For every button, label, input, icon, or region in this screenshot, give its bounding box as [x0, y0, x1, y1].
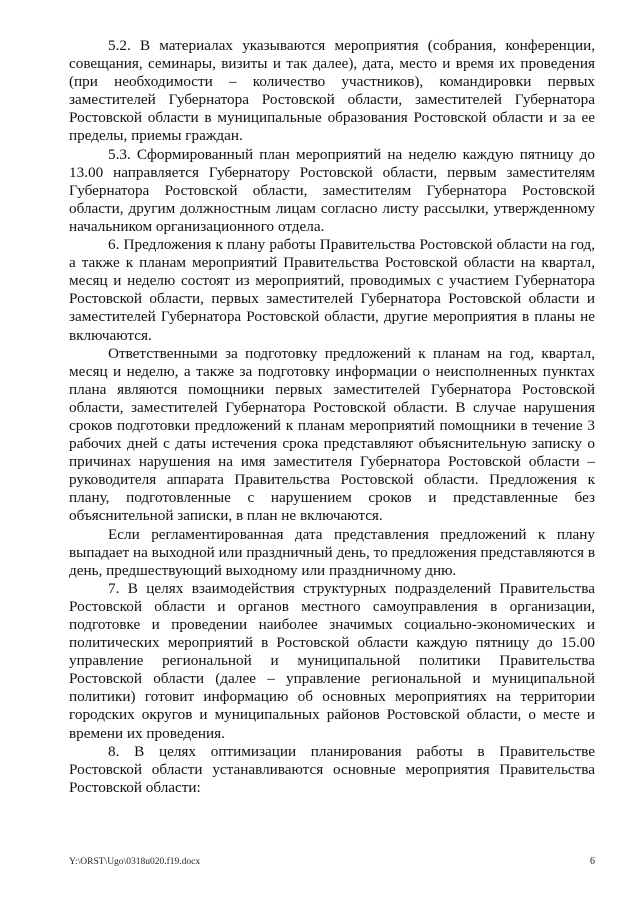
- paragraph-5-2: 5.2. В материалах указываются мероприятия (собрания, конференции, совещания, семинары, визиты и так далее), дата, место и время их проведения (при необходимости – количество участников), командировки первых заместителей Губернатора Ростовской области, заместителей Губернатора Ростовской области в муниципальные образования Ростовской области и за ее пределы, приемы граждан.: [69, 37, 595, 145]
- footer-file-path: Y:\ORST\Ugo\0318u020.f19.docx: [69, 857, 201, 867]
- footer-page-number: 6: [590, 856, 595, 867]
- paragraph-responsibility: Ответственными за подготовку предложений к планам на год, квартал, месяц и неделю, а также за подготовку информации о неисполненных пунктах плана являются помощники первых заместителей Губернатора Ростовской области, заместителей Губернатора Ростовской области. В случае нарушения сроков подготовки предложений к планам мероприятий помощники в течение 3 рабочих дней с даты истечения срока представляют объяснительную записку о причинах нарушения на имя заместителя Губернатора Ростовской области – руководителя аппарата Правительства Ростовской области. Предложения к плану, подготовленные с нарушением сроков и представленные без объяснительной записки, в план не включаются.: [69, 344, 595, 525]
- document-body: [69, 37, 595, 797]
- paragraph-holiday-rule: Если регламентированная дата представления предложений к плану выпадает на выходной или праздничный день, то предложения представляются в день, предшествующий выходному или праздничному дню.: [69, 525, 595, 579]
- paragraph-7: 7. В целях взаимодействия структурных подразделений Правительства Ростовской области и органов местного самоуправления в организации, подготовке и проведении наиболее значимых социально-экономических и политических мероприятий в Ростовской области каждую пятницу до 15.00 управление региональной и муниципальной политики Правительства Ростовской области (далее – управление региональной и муниципальной политики) готовит информацию об основных мероприятиях на территории городских округов и муниципальных районов Ростовской области, о месте и времени их проведения.: [69, 579, 595, 742]
- paragraph-5-3: 5.3. Сформированный план мероприятий на неделю каждую пятницу до 13.00 направляется Губернатору Ростовской области, первым заместителям Губернатора Ростовской области, заместителям Губернатора Ростовской области, другим должностным лицам согласно листу рассылки, утвержденному начальником организационного отдела.: [69, 145, 595, 235]
- paragraph-6: 6. Предложения к плану работы Правительства Ростовской области на год, а также к планам мероприятий Правительства Ростовской области на квартал, месяц и неделю состоят из мероприятий, проводимых с участием Губернатора Ростовской области, первых заместителей Губернатора Ростовской области и заместителей Губернатора Ростовской области, другие мероприятия в планы не включаются.: [69, 236, 595, 344]
- paragraph-8: 8. В целях оптимизации планирования работы в Правительстве Ростовской области устанавливаются основные мероприятия Правительства Ростовской области:: [69, 742, 595, 796]
